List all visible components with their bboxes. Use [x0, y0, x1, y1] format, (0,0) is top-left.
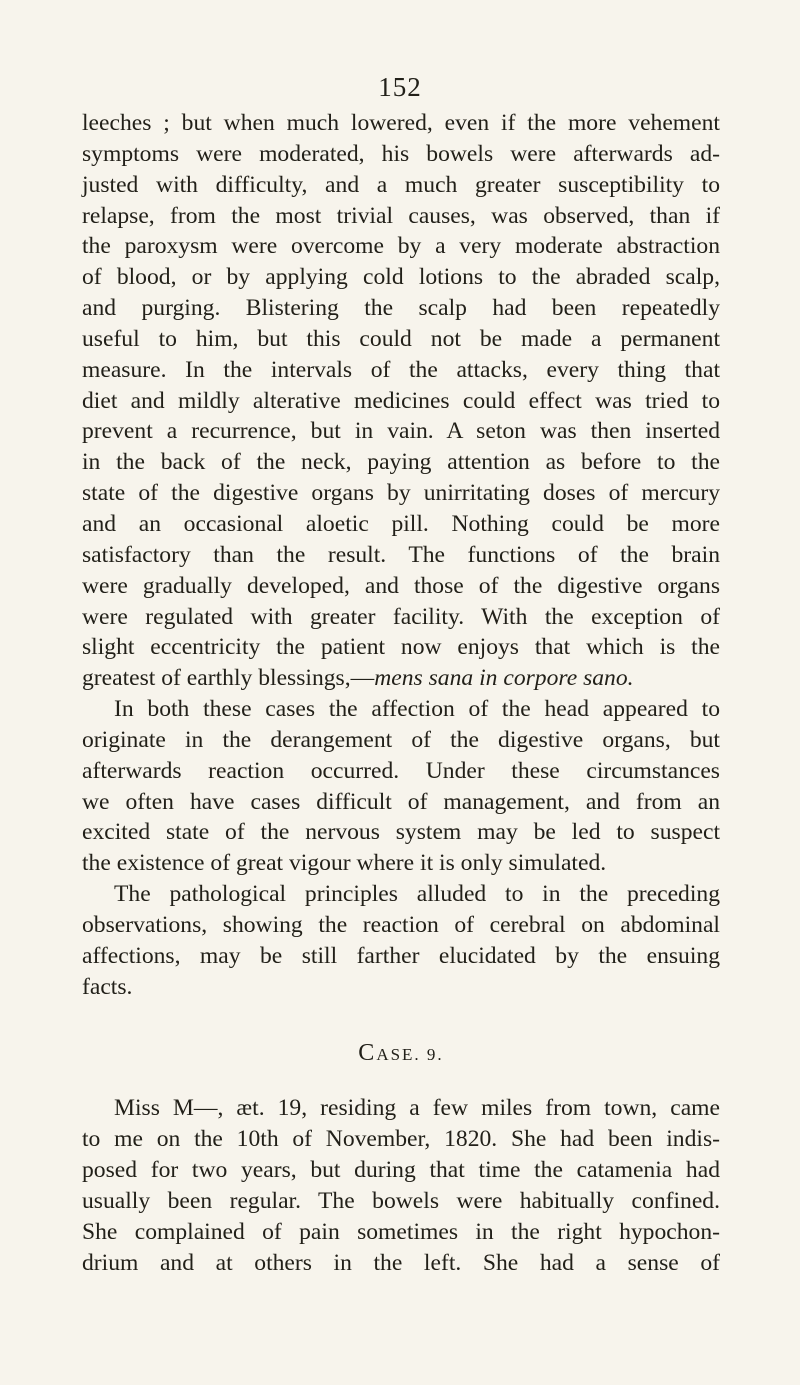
- case-heading-rest: ASE. 9.: [376, 1045, 444, 1065]
- text-line-final-prefix: greatest of earthly blessings,—: [82, 665, 375, 692]
- text-line: justed with difficulty, and a much greater susceptibility to: [82, 171, 720, 198]
- text-line: usually been regular. The bowels were habitually confined.: [82, 1187, 720, 1214]
- text-line: She complained of pain sometimes in the right hypochon-: [82, 1218, 720, 1245]
- paragraph-1: [82, 108, 720, 694]
- text-line: measure. In the intervals of the attacks, every thing that: [82, 356, 720, 383]
- text-line: and purging. Blistering the scalp had been repeatedly: [82, 295, 720, 322]
- text-line: afterwards reaction occurred. Under these circumstances: [82, 757, 720, 784]
- text-line: useful to him, but this could not be made a permanent: [82, 325, 720, 352]
- latin-quote: mens sana in corpore sano.: [374, 665, 634, 692]
- text-line: originate in the derangement of the digestive organs, but: [82, 726, 720, 753]
- text-line: affections, may be still farther elucidated by the ensuing: [82, 942, 720, 969]
- paragraph-3: [82, 879, 720, 1002]
- text-line: prevent a recurrence, but in vain. A seton was then inserted: [82, 418, 720, 445]
- text-line: diet and mildly alterative medicines could effect was tried to: [82, 387, 720, 414]
- text-line: slight eccentricity the patient now enjoys that which is the: [82, 634, 720, 661]
- text-line: the existence of great vigour where it is only simulated.: [82, 850, 607, 877]
- paragraph-4: [82, 1093, 720, 1278]
- text-line: drium and at others in the left. She had a sense of: [82, 1249, 720, 1276]
- text-line: to me on the 10th of November, 1820. She had been indis-: [82, 1126, 720, 1153]
- text-line: and an occasional aloetic pill. Nothing could be more: [82, 510, 720, 537]
- text-line: we often have cases difficult of management, and from an: [82, 788, 720, 815]
- text-line: leeches ; but when much lowered, even if the more vehement: [82, 110, 720, 136]
- text-line: The pathological principles alluded to in the preceding: [114, 881, 720, 908]
- text-line: were gradually developed, and those of the digestive organs: [82, 572, 720, 599]
- text-line: In both these cases the affection of the head appeared to: [114, 696, 720, 723]
- text-line: relapse, from the most trivial causes, was observed, than if: [82, 202, 720, 229]
- text-line: the paroxysm were overcome by a very moderate abstraction: [82, 233, 720, 260]
- case-heading: [82, 1038, 720, 1071]
- text-line: were regulated with greater facility. With the exception of: [82, 603, 720, 630]
- text-line: Miss M—, æt. 19, residing a few miles from town, came: [114, 1095, 720, 1122]
- text-line: state of the digestive organs by unirritating doses of mercury: [82, 480, 720, 507]
- paragraph-2: [82, 694, 720, 879]
- text-line: of blood, or by applying cold lotions to the abraded scalp,: [82, 264, 720, 291]
- text-line: facts.: [82, 973, 133, 1000]
- text-line-final: [82, 663, 720, 694]
- text-line: symptoms were moderated, his bowels were afterwards ad-: [82, 140, 720, 167]
- text-line: excited state of the nervous system may be led to suspect: [82, 819, 720, 846]
- text-line: in the back of the neck, paying attention as before to the: [82, 449, 720, 476]
- body-text: [82, 108, 720, 1278]
- case-heading-initial: C: [358, 1040, 377, 1067]
- text-line: satisfactory than the result. The functions of the brain: [82, 541, 720, 568]
- text-line: observations, showing the reaction of cerebral on abdominal: [82, 911, 720, 938]
- text-line: posed for two years, but during that time the catamenia had: [82, 1157, 720, 1183]
- page-number: 152: [378, 72, 422, 102]
